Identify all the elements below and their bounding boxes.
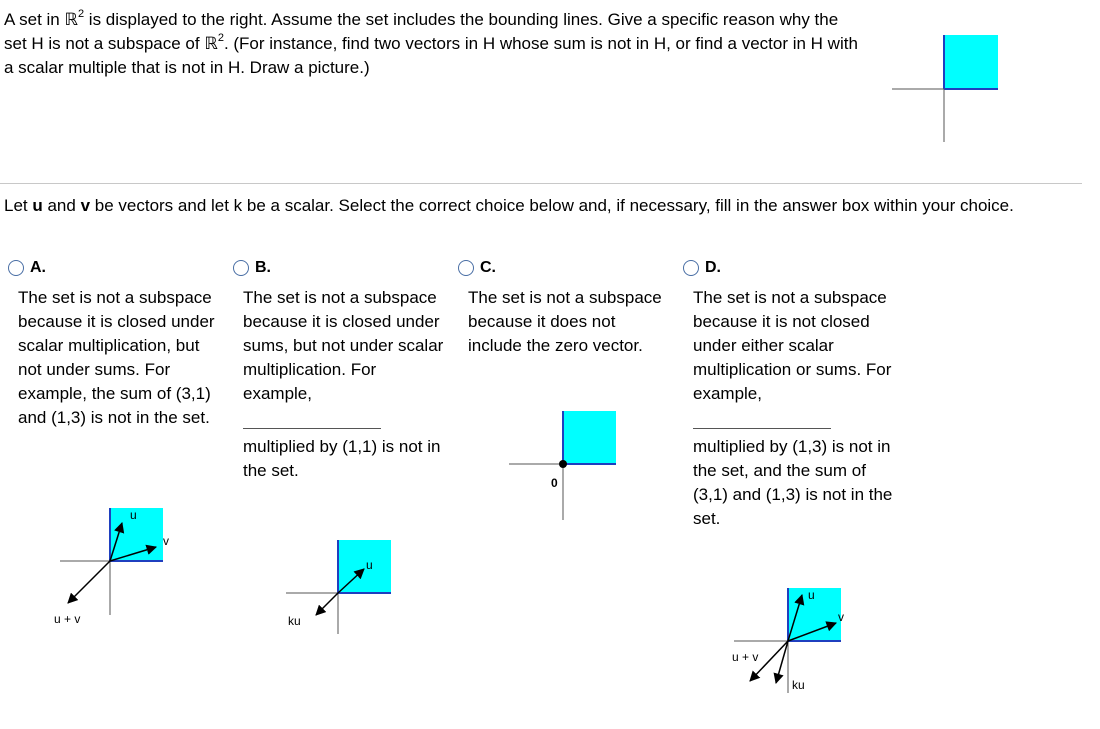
choice-d-answer-blank[interactable] (693, 428, 831, 429)
choice-d-text: The set is not a subspace because it is not closed under either scalar multiplication or sums. For example, multiplied by (1,3) is not in the set, and the sum of (3,1) and (1,3) is not in the set. (693, 288, 893, 528)
label-v: v (163, 534, 169, 548)
instructions: Let u and v be vectors and let k be a scalar. Select the correct choice below and, if necessary, fill in the answer box within your choice. (4, 196, 1014, 215)
choice-c-letter: C. (480, 259, 496, 276)
question-text: A set in ℝ$^2$ is displayed to the right. Assume the set includes the bounding lines. Give a specific reason why the set H is not a subspace of ℝ$^2$. (For instance, find two vectors in H whose sum is not in H, or find a vector in H with a scalar multiple that is not in H. Draw a picture.) (4, 8, 858, 77)
label-u-plus-v: u + v (732, 650, 759, 664)
label-zero: 0 (551, 476, 558, 490)
choice-a-letter: A. (30, 259, 46, 276)
label-u-plus-v: u + v (54, 612, 81, 626)
set-region (563, 411, 616, 464)
set-h-diagram (890, 32, 1002, 144)
r2-symbol: ℝ (64, 10, 78, 29)
choice-b-option[interactable] (233, 257, 271, 279)
choice-a-diagram (50, 505, 180, 630)
choice-d-diagram (728, 585, 853, 695)
choice-d-letter: D. (705, 259, 721, 276)
choice-d-radio[interactable] (683, 260, 699, 276)
label-u: u (130, 508, 137, 522)
choice-a-radio[interactable] (8, 260, 24, 276)
zero-point (559, 460, 567, 468)
r2-symbol: ℝ (204, 34, 218, 53)
choice-c-option[interactable] (458, 257, 496, 279)
choice-d-option[interactable] (683, 257, 721, 279)
choice-c-radio[interactable] (458, 260, 474, 276)
choice-c-text: The set is not a subspace because it does not include the zero vector. (468, 288, 662, 355)
label-u: u (808, 588, 815, 602)
label-v: v (838, 610, 844, 624)
label-ku: ku (792, 678, 805, 692)
choice-c-diagram (505, 408, 620, 523)
choice-b-letter: B. (255, 259, 271, 276)
choice-b-answer-blank[interactable] (243, 428, 381, 429)
section-divider (0, 183, 1082, 184)
vector-uv-arrow (68, 561, 110, 603)
label-u: u (366, 558, 373, 572)
label-ku: ku (288, 614, 301, 628)
vector-ku-arrow (316, 593, 338, 615)
set-region (944, 35, 998, 89)
choice-b-text: The set is not a subspace because it is closed under sums, but not under scalar multiplication. For example, multiplied by (1,1) is not in the set. (243, 288, 444, 480)
choice-b-radio[interactable] (233, 260, 249, 276)
choice-b-diagram (278, 537, 398, 637)
choice-a-text: The set is not a subspace because it is closed under scalar multiplication, but not under sums. For example, the sum of (3,1) and (1,3) is not in the set. (18, 288, 215, 427)
choice-a-option[interactable] (8, 257, 46, 279)
